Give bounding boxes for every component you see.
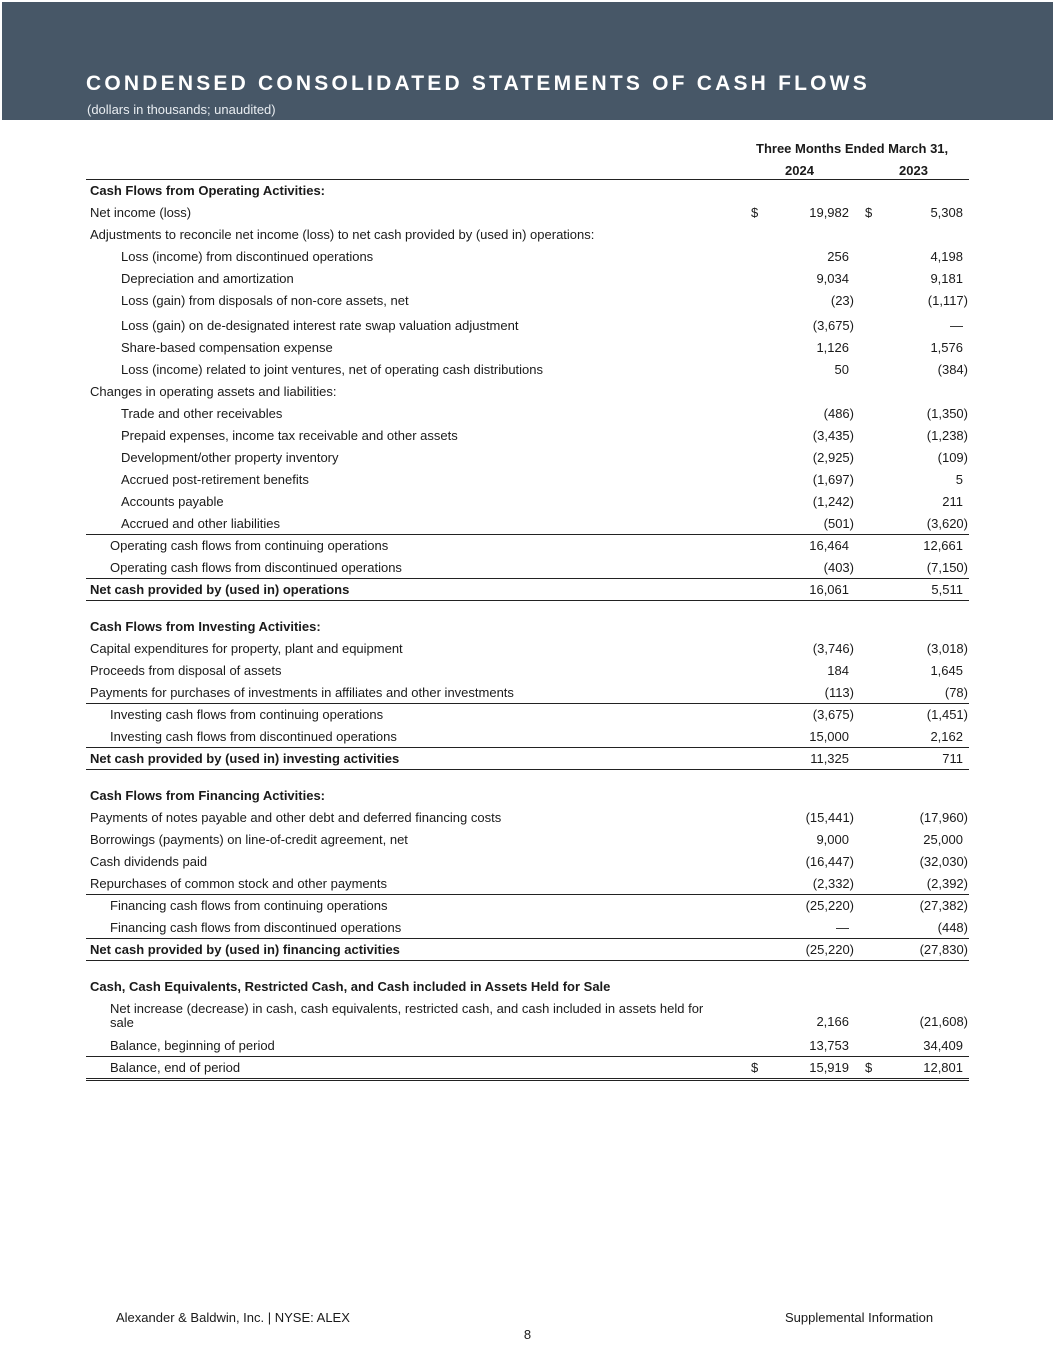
table-row [86, 726, 969, 748]
row-label: Adjustments to reconcile net income (loss) to net cash provided by (used in) operations: [90, 227, 595, 242]
value-2024: — [836, 920, 849, 935]
table-row [86, 246, 969, 268]
total-row-operations [86, 578, 969, 601]
value-2024: 11,325 [810, 751, 849, 766]
table-row [86, 337, 969, 359]
value-2024: 1,126 [816, 340, 849, 355]
value-2024: 9,034 [816, 271, 849, 286]
value-2023: 34,409 [923, 1038, 963, 1053]
value-2024: (3,746) [812, 641, 854, 656]
value-2024: 16,464 [809, 538, 849, 553]
value-2023: (17,960) [919, 810, 968, 825]
table-row [86, 807, 969, 829]
value-2023: — [950, 318, 963, 333]
currency-symbol: $ [751, 1060, 759, 1075]
section-heading-financing [86, 785, 969, 807]
value-2024: (113) [824, 685, 854, 700]
table-row [86, 894, 969, 916]
value-2023: (1,117) [927, 293, 968, 308]
value-2023: (27,830) [919, 942, 968, 957]
value-2023: (32,030) [919, 854, 968, 869]
total-row-financing [86, 938, 969, 961]
value-2023: (3,620) [926, 516, 968, 531]
value-2023: 12,801 [923, 1060, 963, 1075]
value-2023: (384) [937, 362, 968, 377]
value-2024: (16,447) [805, 854, 854, 869]
value-2024: 15,000 [809, 729, 849, 744]
table-row [86, 425, 969, 447]
value-2023: 5,511 [931, 582, 963, 597]
value-2024: (3,675) [812, 318, 854, 333]
value-2023: (2,392) [926, 876, 968, 891]
row-label: Net income (loss) [90, 205, 192, 220]
value-2024: (1,242) [812, 494, 854, 509]
section-heading-investing [86, 616, 969, 638]
table-row [86, 513, 969, 535]
value-2024: 16,061 [809, 582, 849, 597]
value-2024: 2,166 [816, 1014, 849, 1029]
row-label: Net increase (decrease) in cash, cash equivalents, restricted cash, and cash included in assets held for sale [110, 1001, 704, 1030]
row-label: Balance, end of period [110, 1060, 241, 1075]
value-2024: 256 [827, 249, 849, 264]
row-label: Investing cash flows from discontinued operations [110, 729, 397, 744]
table-row [86, 557, 969, 579]
value-2024: 9,000 [816, 832, 849, 847]
value-2023: (3,018) [926, 641, 968, 656]
page-title: CONDENSED CONSOLIDATED STATEMENTS OF CASH FLOWS [86, 72, 870, 95]
period-header: Three Months Ended March 31, [756, 141, 949, 156]
value-2023: (1,350) [926, 406, 968, 421]
value-2024: 19,982 [809, 205, 849, 220]
table-row [86, 224, 969, 246]
row-label: Cash Flows from Investing Activities: [90, 619, 321, 634]
value-2024: (23) [830, 293, 854, 308]
table-row [86, 447, 969, 469]
currency-symbol: $ [865, 205, 873, 220]
row-label: Accrued post-retirement benefits [121, 472, 309, 487]
row-label: Accrued and other liabilities [121, 516, 280, 531]
value-2024: (25,220) [805, 942, 854, 957]
value-2024: (403) [823, 560, 854, 575]
value-2023: 2,162 [930, 729, 963, 744]
header-banner [2, 2, 1053, 120]
table-row [86, 534, 969, 556]
value-2023: 9,181 [930, 271, 963, 286]
value-2023: (78) [944, 685, 968, 700]
row-label: Payments for purchases of investments in affiliates and other investments [90, 685, 514, 700]
row-label: Loss (income) related to joint ventures, net of operating cash distributions [121, 362, 544, 377]
table-row [86, 829, 969, 851]
table-row [86, 1035, 969, 1057]
value-2023: (1,238) [926, 428, 968, 443]
table-row [86, 315, 969, 337]
value-2023: 1,645 [930, 663, 963, 678]
total-row-balance-end [86, 1056, 969, 1081]
value-2024: (2,332) [812, 876, 854, 891]
currency-symbol: $ [865, 1060, 873, 1075]
footer-company: Alexander & Baldwin, Inc. | NYSE: ALEX [116, 1310, 350, 1325]
table-row [86, 682, 969, 704]
page-subtitle: (dollars in thousands; unaudited) [87, 102, 276, 117]
value-2024: 15,919 [809, 1060, 849, 1075]
row-label: Operating cash flows from continuing operations [110, 538, 389, 553]
footer-section: Supplemental Information [785, 1310, 934, 1325]
value-2024: 184 [827, 663, 849, 678]
row-label: Cash dividends paid [90, 854, 208, 869]
total-row-investing [86, 747, 969, 770]
table-row [86, 403, 969, 425]
row-label: Net cash provided by (used in) investing activities [90, 751, 400, 766]
table-row [86, 359, 969, 381]
row-label: Capital expenditures for property, plant and equipment [90, 641, 403, 656]
row-label: Development/other property inventory [121, 450, 339, 465]
row-label: Depreciation and amortization [121, 271, 294, 286]
value-2024: (25,220) [805, 898, 854, 913]
value-2024: (501) [823, 516, 854, 531]
table-row [86, 660, 969, 682]
table-row [86, 873, 969, 895]
row-label: Changes in operating assets and liabilities: [90, 384, 337, 399]
value-2023: 5 [955, 472, 963, 487]
row-label: Proceeds from disposal of assets [90, 663, 282, 678]
value-2024: (1,697) [812, 472, 854, 487]
table-row [86, 703, 969, 725]
value-2023: (448) [937, 920, 968, 935]
row-label: Loss (gain) on de-designated interest rate swap valuation adjustment [121, 318, 519, 333]
row-label: Borrowings (payments) on line-of-credit agreement, net [90, 832, 408, 847]
page-number: 8 [523, 1327, 532, 1342]
row-label: Operating cash flows from discontinued operations [110, 560, 402, 575]
year-2023-header: 2023 [899, 163, 928, 178]
table-row [86, 381, 969, 403]
value-2024: (15,441) [805, 810, 854, 825]
row-label: Cash Flows from Operating Activities: [90, 183, 326, 198]
row-label: Share-based compensation expense [121, 340, 333, 355]
row-label: Balance, beginning of period [110, 1038, 275, 1053]
section-heading-operating [86, 180, 969, 202]
value-2023: (109) [937, 450, 968, 465]
value-2023: (21,608) [919, 1014, 968, 1029]
value-2024: (3,435) [812, 428, 854, 443]
value-2024: 13,753 [809, 1038, 849, 1053]
table-row [86, 268, 969, 290]
currency-symbol: $ [751, 205, 759, 220]
value-2023: 211 [942, 494, 963, 509]
row-label: Loss (income) from discontinued operations [121, 249, 374, 264]
row-label: Investing cash flows from continuing operations [110, 707, 384, 722]
table-row [86, 469, 969, 491]
row-label: Financing cash flows from continuing operations [110, 898, 388, 913]
value-2023: 5,308 [930, 205, 963, 220]
value-2024: 50 [834, 362, 849, 377]
row-label: Payments of notes payable and other debt and deferred financing costs [90, 810, 502, 825]
value-2024: (2,925) [812, 450, 854, 465]
value-2023: 25,000 [923, 832, 963, 847]
row-label: Net cash provided by (used in) financing activities [90, 942, 400, 957]
value-2023: (1,451) [926, 707, 968, 722]
row-label: Cash, Cash Equivalents, Restricted Cash, and Cash included in Assets Held for Sale [90, 979, 611, 994]
value-2023: 4,198 [930, 249, 963, 264]
row-label: Financing cash flows from discontinued operations [110, 920, 402, 935]
row-label: Prepaid expenses, income tax receivable and other assets [121, 428, 458, 443]
year-2024-header: 2024 [785, 163, 814, 178]
value-2023: (7,150) [926, 560, 968, 575]
row-label: Loss (gain) from disposals of non-core assets, net [121, 293, 409, 308]
table-row [86, 638, 969, 660]
table-row [86, 491, 969, 513]
table-row [86, 917, 969, 939]
row-label: Net cash provided by (used in) operations [90, 582, 350, 597]
row-label: Cash Flows from Financing Activities: [90, 788, 325, 803]
row-label: Trade and other receivables [121, 406, 283, 421]
section-heading-cash [86, 976, 969, 998]
table-row [86, 851, 969, 873]
row-label: Accounts payable [121, 494, 224, 509]
table-row [86, 290, 969, 312]
value-2023: 1,576 [930, 340, 963, 355]
value-2024: (3,675) [812, 707, 854, 722]
table-row [86, 999, 969, 1033]
row-label: Repurchases of common stock and other payments [90, 876, 387, 891]
value-2023: (27,382) [919, 898, 968, 913]
value-2023: 12,661 [923, 538, 963, 553]
value-2023: 711 [942, 751, 963, 766]
table-row [86, 202, 969, 224]
value-2024: (486) [823, 406, 854, 421]
